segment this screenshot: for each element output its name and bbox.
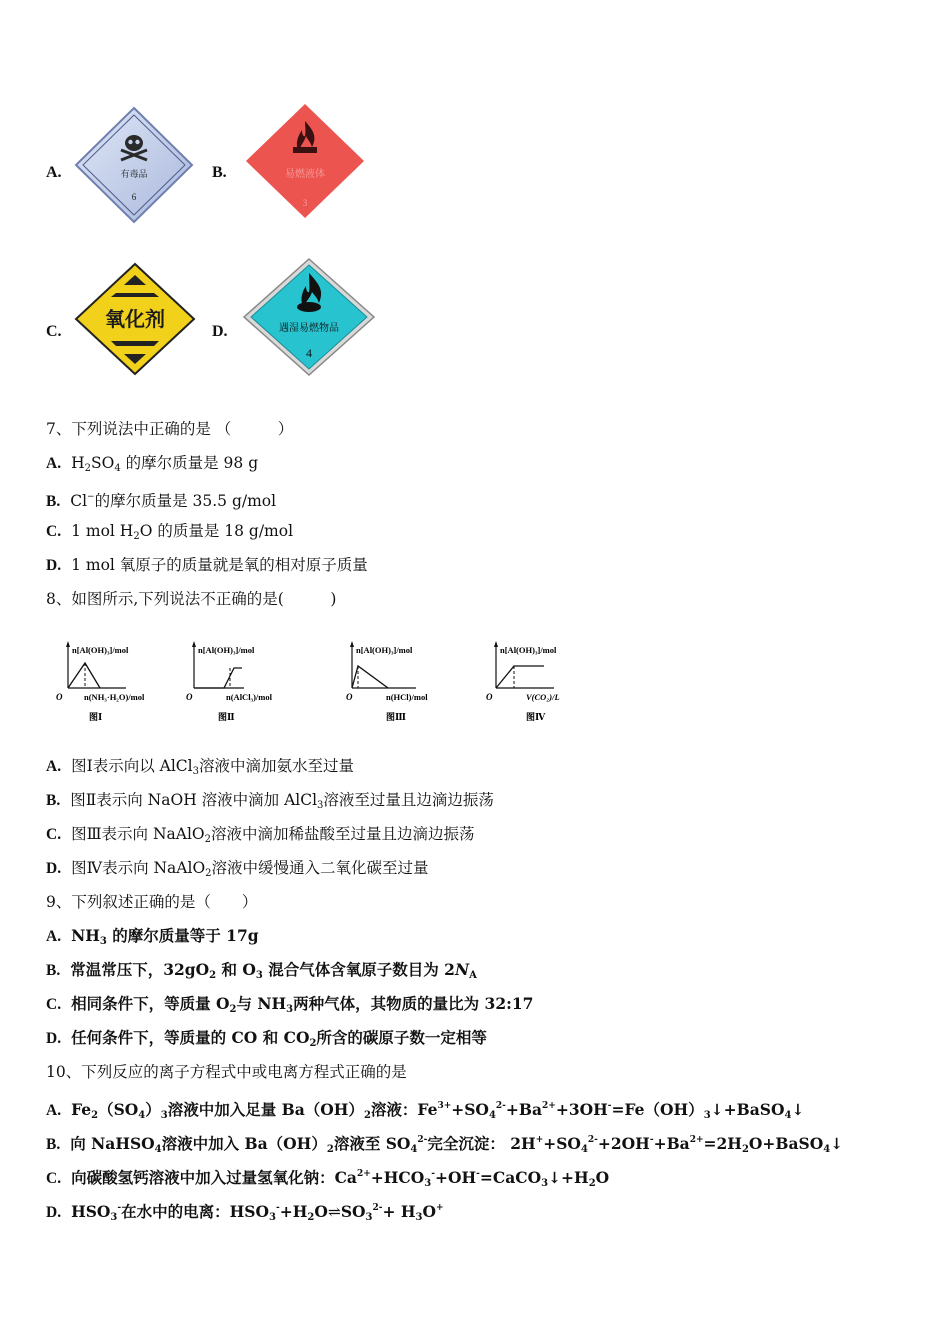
q8-stem: 8、如图所示,下列说法不正确的是( ) (46, 590, 337, 608)
chart-4-ylabel: n[Al(OH)₃]/mol (500, 645, 557, 655)
q7-option-b: B. Cl−的摩尔质量是 35.5 g/mol (46, 492, 277, 510)
q10-option-c: C. 向碳酸氢钙溶液中加入过量氢氧化钠：$Ca^{2+}+HCO_3^-+OH^-=CaCO_3↓+H_2O$ (46, 1168, 610, 1189)
chart-4-curve (496, 666, 544, 688)
flammable-liquid-sign (244, 102, 366, 220)
q10-stem: 10、下列反应的离子方程式中或电离方程式正确的是 (46, 1063, 407, 1081)
q8-option-c: C. 图Ⅲ表示向 NaAlO$_2$溶液中滴加稀盐酸至过量且边滴边振荡 (46, 825, 475, 845)
chart-1-curve (68, 663, 100, 688)
toxic-sign-text: 有毒品 (120, 169, 148, 179)
chart-4 (484, 638, 604, 728)
chart-1 (56, 638, 176, 728)
q8-option-a: A. 图Ⅰ表示向以 AlCl$_3$溶液中滴加氨水至过量 (46, 757, 354, 777)
q7-stem: 7、下列说法中正确的是 （ ） (46, 420, 294, 438)
q8-option-d: D. 图Ⅳ表示向 NaAlO$_2$溶液中缓慢通入二氧化碳至过量 (46, 859, 429, 879)
q9-option-b: B. 常温常压下，$32gO_2$ 和 $O_3$ 混合气体含氧原子数目为 $2N_A$ (46, 960, 477, 981)
flammable-sign-number: 3 (302, 198, 308, 208)
flammable-sign-text: 易燃液体 (285, 169, 325, 180)
toxic-sign-number: 6 (131, 192, 137, 202)
chart-3-curve (352, 666, 388, 688)
chart-3-origin: O (346, 692, 353, 702)
q9-option-c: C. 相同条件下，等质量 $O_2$与 $NH_3$两种气体，其物质的量比为 32:17 (46, 994, 534, 1015)
chart-1-origin: O (56, 692, 63, 702)
chart-1-ylabel: n[Al(OH)₃]/mol (72, 645, 129, 655)
chart-4-xlabel: V(CO₂)/L (526, 692, 560, 702)
chart-4-origin: O (486, 692, 493, 702)
q8-option-b: B. 图Ⅱ表示向 NaOH 溶液中滴加 AlCl$_3$溶液至过量且边滴边振荡 (46, 791, 494, 811)
chart-2-origin: O (186, 692, 193, 702)
oxidizer-sign (74, 262, 196, 376)
q6-option-c-label: C. (46, 323, 62, 340)
chart-4-caption: 图Ⅳ (526, 712, 546, 722)
oxidizer-sign-text: 氧化剂 (105, 309, 165, 331)
q10-option-d: D. $HSO_3^-$在水中的电离：$HSO_3^-+H_2O\rightleftharpoons SO_3^{2-}+ H_3O^+$ (46, 1202, 444, 1223)
chart-2-xlabel: n(AlCl₃)/mol (226, 692, 272, 702)
wet-sign-text: 遇湿易燃物品 (279, 323, 339, 334)
toxic-hazard-sign (74, 106, 194, 224)
chart-2-curve (194, 668, 242, 688)
q7-option-d: D. 1 mol 氧原子的质量就是氧的相对原子质量 (46, 556, 368, 574)
wet-sign-number: 4 (306, 346, 312, 360)
q6-option-d-label: D. (212, 323, 228, 340)
chart-3 (346, 638, 466, 728)
chart-3-xlabel: n(HCl)/mol (386, 692, 428, 702)
dangerous-when-wet-sign (242, 257, 376, 377)
q7-option-a: A. $H_2SO_4$ 的摩尔质量是 98 g (46, 454, 259, 474)
chart-2-ylabel: n[Al(OH)₃]/mol (198, 645, 255, 655)
chart-1-caption: 图Ⅰ (89, 712, 103, 722)
chart-2-caption: 图Ⅱ (218, 712, 235, 722)
q6-option-a-label: A. (46, 164, 62, 181)
chart-3-ylabel: n[Al(OH)₃]/mol (356, 645, 413, 655)
q6-option-b-label: B. (212, 164, 227, 181)
q9-stem: 9、下列叙述正确的是（ ） (46, 893, 258, 911)
chart-1-xlabel: n(NH₃·H₂O)/mol (84, 692, 145, 702)
q10-option-b: B. 向 NaHSO$_4$溶液中加入 $Ba(OH)_2$溶液至 $SO_4^{2-}$完全沉淀： $2H^++SO_4^{2-}+2OH^-+Ba^{2+}=2H_2O+BaSO_4↓$ (46, 1134, 844, 1155)
q9-option-a: A. $NH_3$ 的摩尔质量等于 17g (46, 926, 259, 947)
chart-3-caption: 图Ⅲ (386, 712, 406, 722)
chart-2 (186, 638, 306, 728)
q9-option-d: D. 任何条件下，等质量的 CO 和 $CO_2$所含的碳原子数一定相等 (46, 1028, 487, 1049)
q10-option-a: A. $Fe_2(SO_4)_3$溶液中加入足量 $Ba(OH)_2$溶液：$Fe^{3+}+SO_4^{2-}+Ba^{2+}+3OH^-=Fe(OH)_3↓+BaSO_4↓$ (46, 1100, 805, 1121)
q7-option-c: C. 1 mol $H_2O$ 的质量是 18 g/mol (46, 522, 294, 542)
